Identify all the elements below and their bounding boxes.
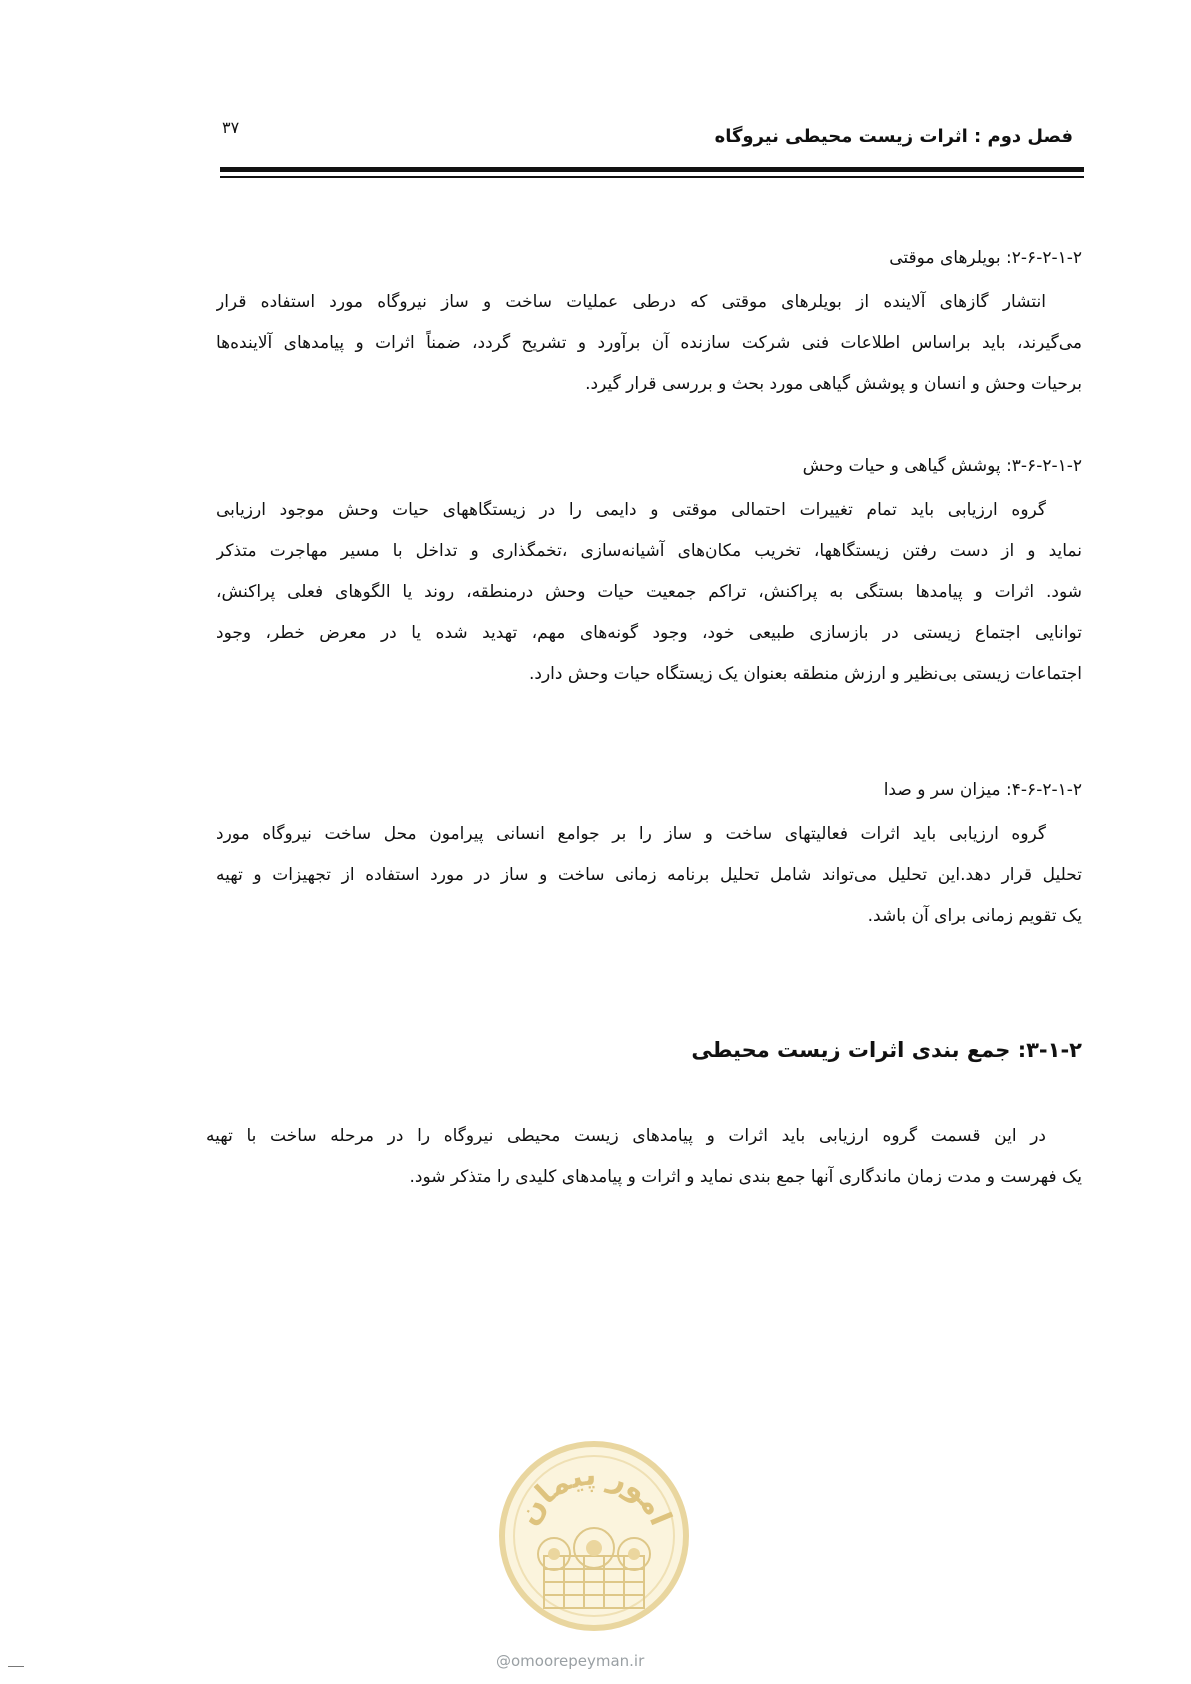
- page-number: ۳۷: [222, 118, 240, 137]
- paragraph-line: برحیات وحش و انسان و پوشش گیاهی مورد بحث و بررسی قرار گیرد.: [585, 374, 1082, 394]
- paragraph-line: توانایی اجتماع زیستی در بازسازی طبیعی خود، وجود گونه‌های مهم، تهدید شده یا در معرض خطر، وجود: [216, 623, 1082, 643]
- section-heading-vegetation: ۳-۶-۲-۱-۲: پوشش گیاهی و حیات وحش: [802, 456, 1082, 476]
- paragraph-line: شود. اثرات و پیامدها بستگی به پراکنش، تراکم جمعیت حیات وحش درمنطقه، روند یا الگوهای فعلی پراکنش،: [216, 582, 1082, 602]
- paragraph-line: یک فهرست و مدت زمان ماندگاری آنها جمع بندی نماید و اثرات و پیامدهای کلیدی را متذکر شود.: [409, 1167, 1082, 1187]
- scan-corner-mark: [8, 1666, 24, 1667]
- section-heading-noise: ۴-۶-۲-۱-۲: میزان سر و صدا: [883, 780, 1082, 800]
- section-heading-boilers: ۲-۶-۲-۱-۲: بویلرهای موقتی: [889, 248, 1082, 268]
- paragraph-line: اجتماعات زیستی بی‌نظیر و ارزش منطقه بعنوان یک زیستگاه حیات وحش دارد.: [528, 664, 1082, 684]
- section-body-vegetation: [216, 490, 1082, 695]
- paragraph-line: نماید و از دست رفتن زیستگاهها، تخریب مکان‌های آشیانه‌سازی ،تخمگذاری و تداخل با مسیر مهاجرت متذکر: [216, 541, 1082, 561]
- paragraph-line: می‌گیرند، باید براساس اطلاعات فنی شرکت سازنده آن برآورد و تشریح گردد، ضمناً اثرات و پیامدهای آلاینده‌ها: [216, 333, 1082, 353]
- header-rule-thin: [220, 176, 1084, 178]
- paragraph-line: یک تقویم زمانی برای آن باشد.: [867, 906, 1082, 926]
- watermark-logo-text: امور پیمان: [510, 1457, 679, 1532]
- paragraph-line: گروه ارزیابی باید تمام تغییرات احتمالی موقتی و دایمی را در زیستگاههای حیات وحش موجود ارزیابی: [216, 500, 1046, 520]
- section-body-boilers: [216, 282, 1082, 405]
- paragraph-line: در این قسمت گروه ارزیابی باید اثرات و پیامدهای زیست محیطی نیروگاه را در مرحله ساخت با تهیه: [206, 1126, 1046, 1146]
- summary-body: [206, 1116, 1082, 1198]
- header-rule-thick: [220, 167, 1084, 172]
- paragraph-line: انتشار گازهای آلاینده از بویلرهای موقتی که درطی عملیات ساخت و ساز نیروگاه مورد استفاده قرار: [216, 292, 1046, 312]
- chapter-title: فصل دوم : اثرات زیست محیطی نیروگاه: [714, 126, 1073, 147]
- section-body-noise: [216, 814, 1082, 937]
- at-icon: @: [496, 1652, 511, 1670]
- watermark-url: @omoorepeyman.ir: [496, 1652, 645, 1670]
- paragraph-line: تحلیل قرار دهد.این تحلیل می‌تواند شامل تحلیل برنامه زمانی ساخت و ساز در مورد استفاده از تجهیزات و تهیه: [216, 865, 1082, 885]
- watermark-logo: [494, 1436, 694, 1636]
- paragraph-line: گروه ارزیابی باید اثرات فعالیتهای ساخت و ساز را بر جوامع انسانی پیرامون محل ساخت نیروگاه مورد: [216, 824, 1046, 844]
- summary-heading: ۳-۱-۲: جمع بندی اثرات زیست محیطی: [691, 1038, 1082, 1062]
